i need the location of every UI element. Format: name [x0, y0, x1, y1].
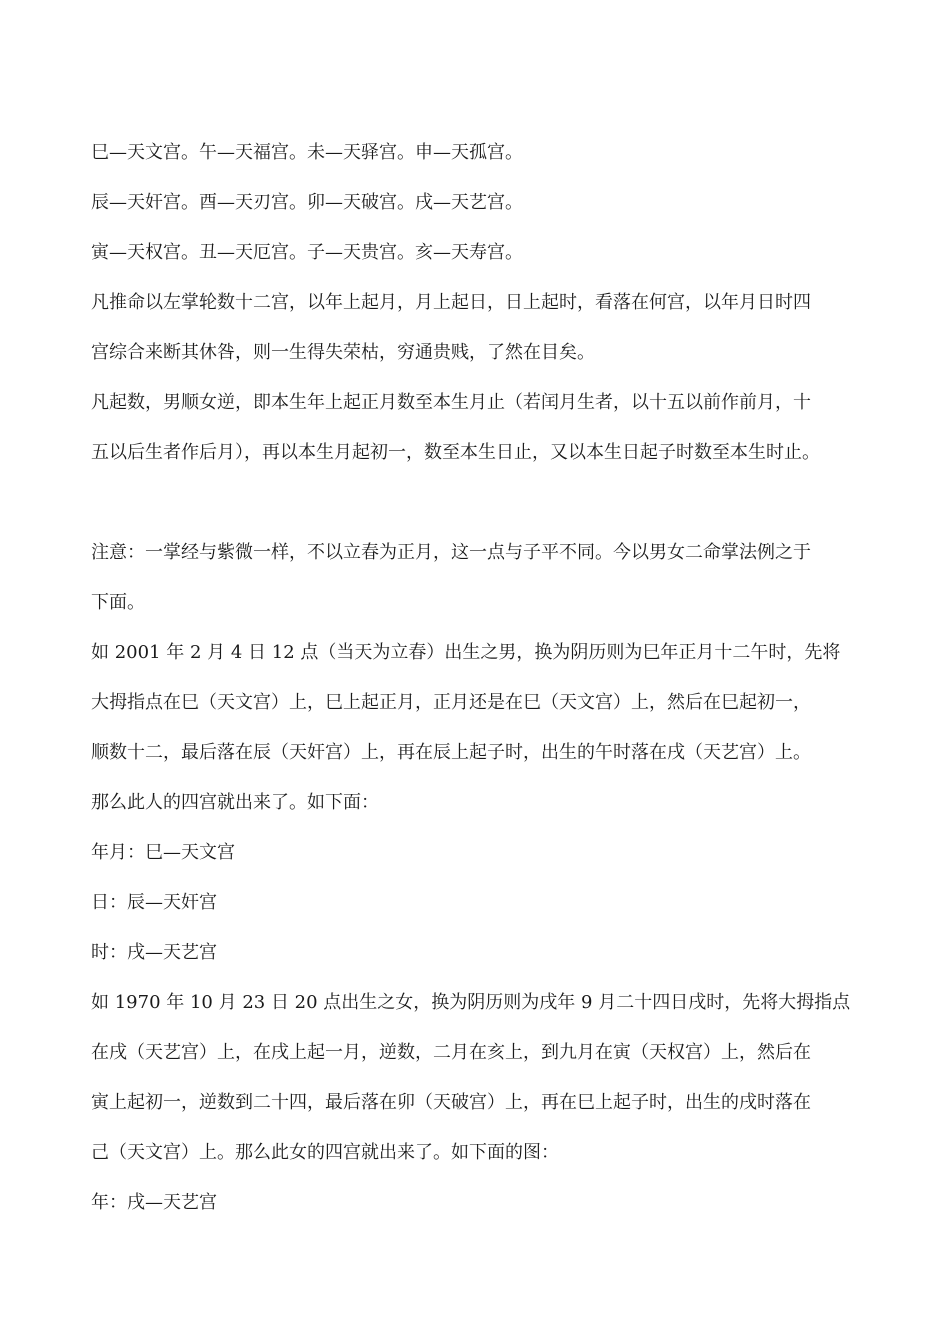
text-line: 寅—天权宫。丑—天厄宫。子—天贵宫。亥—天寿宫。: [91, 242, 523, 263]
text-line: 顺数十二，最后落在辰（天奸宫）上，再在辰上起子时，出生的午时落在戌（天艺宫）上。: [91, 742, 811, 763]
text-line: 己（天文宫）上。那么此女的四宫就出来了。如下面的图：: [91, 1142, 559, 1163]
text-line: 年月：巳—天文宫: [91, 842, 235, 863]
text-line: 那么此人的四宫就出来了。如下面：: [91, 792, 379, 813]
text-line: 年：戌—天艺宫: [91, 1192, 217, 1213]
paragraph-gap: [91, 478, 871, 528]
text-line: 注意：一掌经与紫微一样，不以立春为正月，这一点与子平不同。今以男女二命掌法例之于: [91, 542, 811, 563]
text-line: 日：辰—天奸宫: [91, 892, 217, 913]
text-line: 如 1970 年 10 月 23 日 20 点出生之女，换为阴历则为戌年 9 月二十四日戌时，先将大拇指点: [91, 992, 851, 1013]
document-body: [91, 128, 871, 1228]
text-line: 寅上起初一，逆数到二十四，最后落在卯（天破宫）上，再在巳上起子时，出生的戌时落在: [91, 1092, 811, 1113]
text-line: 五以后生者作后月），再以本生月起初一，数至本生日止，又以本生日起子时数至本生时止。: [91, 442, 820, 463]
text-line: 巳—天文宫。午—天福宫。未—天驿宫。申—天孤宫。: [91, 142, 523, 163]
text-line: 宫综合来断其休咎，则一生得失荣枯，穷通贵贱，了然在目矣。: [91, 342, 595, 363]
text-line: 如 2001 年 2 月 4 日 12 点（当天为立春）出生之男，换为阴历则为巳年正月十二午时，先将: [91, 642, 841, 663]
text-line: 时：戌—天艺宫: [91, 942, 217, 963]
text-line: 下面。: [91, 592, 145, 613]
text-line: 凡起数，男顺女逆，即本生年上起正月数至本生月止（若闰月生者，以十五以前作前月，十: [91, 392, 811, 413]
text-line: 在戌（天艺宫）上，在戌上起一月，逆数，二月在亥上，到九月在寅（天权宫）上，然后在: [91, 1042, 811, 1063]
text-line: 辰—天奸宫。酉—天刃宫。卯—天破宫。戌—天艺宫。: [91, 192, 523, 213]
text-line: 大拇指点在巳（天文宫）上，巳上起正月，正月还是在巳（天文宫）上，然后在巳起初一，: [91, 692, 811, 713]
text-line: 凡推命以左掌轮数十二宫，以年上起月，月上起日，日上起时，看落在何宫，以年月日时四: [91, 292, 811, 313]
